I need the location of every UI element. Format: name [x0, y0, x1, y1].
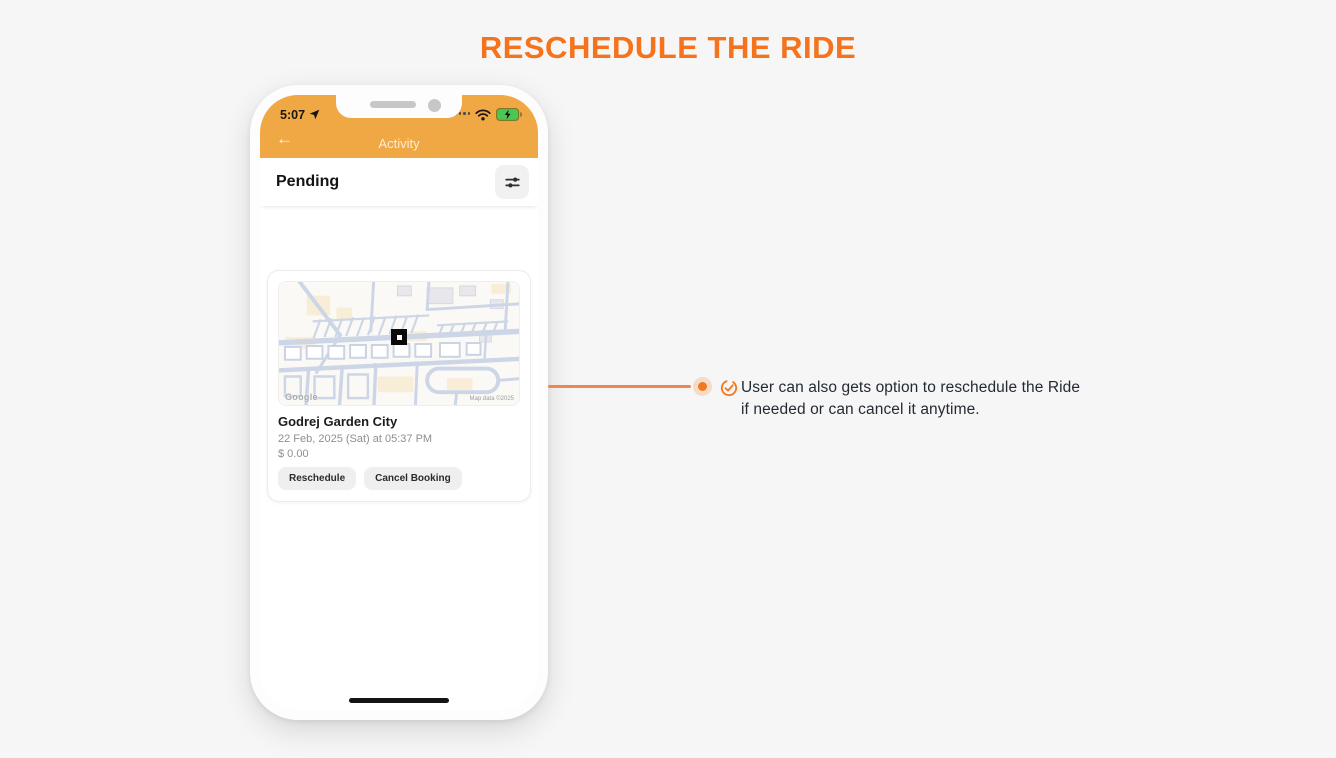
home-indicator-bar[interactable] [349, 698, 449, 704]
annotation-line-2: if needed or can cancel it anytime. [741, 400, 980, 418]
page-title: RESCHEDULE THE RIDE [479, 30, 857, 65]
ride-price: $ 0.00 [278, 448, 309, 460]
ride-datetime: 22 Feb, 2025 (Sat) at 05:37 PM [278, 433, 433, 445]
google-logo: Google [285, 392, 318, 402]
reschedule-button[interactable]: Reschedule [278, 467, 356, 490]
status-left [280, 108, 320, 122]
tune-icon [504, 174, 521, 191]
wifi-icon [475, 109, 491, 121]
connector-dot [693, 377, 712, 396]
nav-bar [260, 128, 538, 158]
screen-content [260, 158, 538, 710]
nav-title: Activity [378, 135, 420, 151]
connector-line [548, 385, 691, 388]
annotation-text [741, 377, 1080, 420]
check-circle-icon [720, 379, 738, 402]
back-arrow-icon[interactable]: ← [276, 129, 293, 148]
map-attribution: Map data ©2025 [469, 396, 514, 402]
phone-mockup [250, 85, 548, 720]
status-time: 5:07 [280, 107, 306, 122]
location-arrow-icon [309, 109, 320, 120]
app-header [260, 95, 538, 158]
status-right [454, 108, 522, 121]
map-marker [391, 329, 407, 345]
phone-screen [260, 95, 538, 710]
section-title: Pending [276, 173, 340, 190]
card-actions [278, 467, 520, 490]
section-header [260, 158, 538, 206]
speaker-slot [370, 101, 416, 108]
annotation-line-1: User can also gets option to reschedule the Ride [741, 379, 1081, 396]
phone-notch [336, 95, 462, 118]
battery-charging-icon [496, 108, 522, 121]
booking-card[interactable] [267, 270, 531, 502]
camera-dot [428, 99, 441, 112]
map-thumbnail[interactable] [278, 281, 520, 406]
filter-button[interactable] [495, 165, 529, 199]
place-name: Godrej Garden City [278, 414, 398, 429]
cancel-booking-button[interactable]: Cancel Booking [364, 467, 462, 490]
